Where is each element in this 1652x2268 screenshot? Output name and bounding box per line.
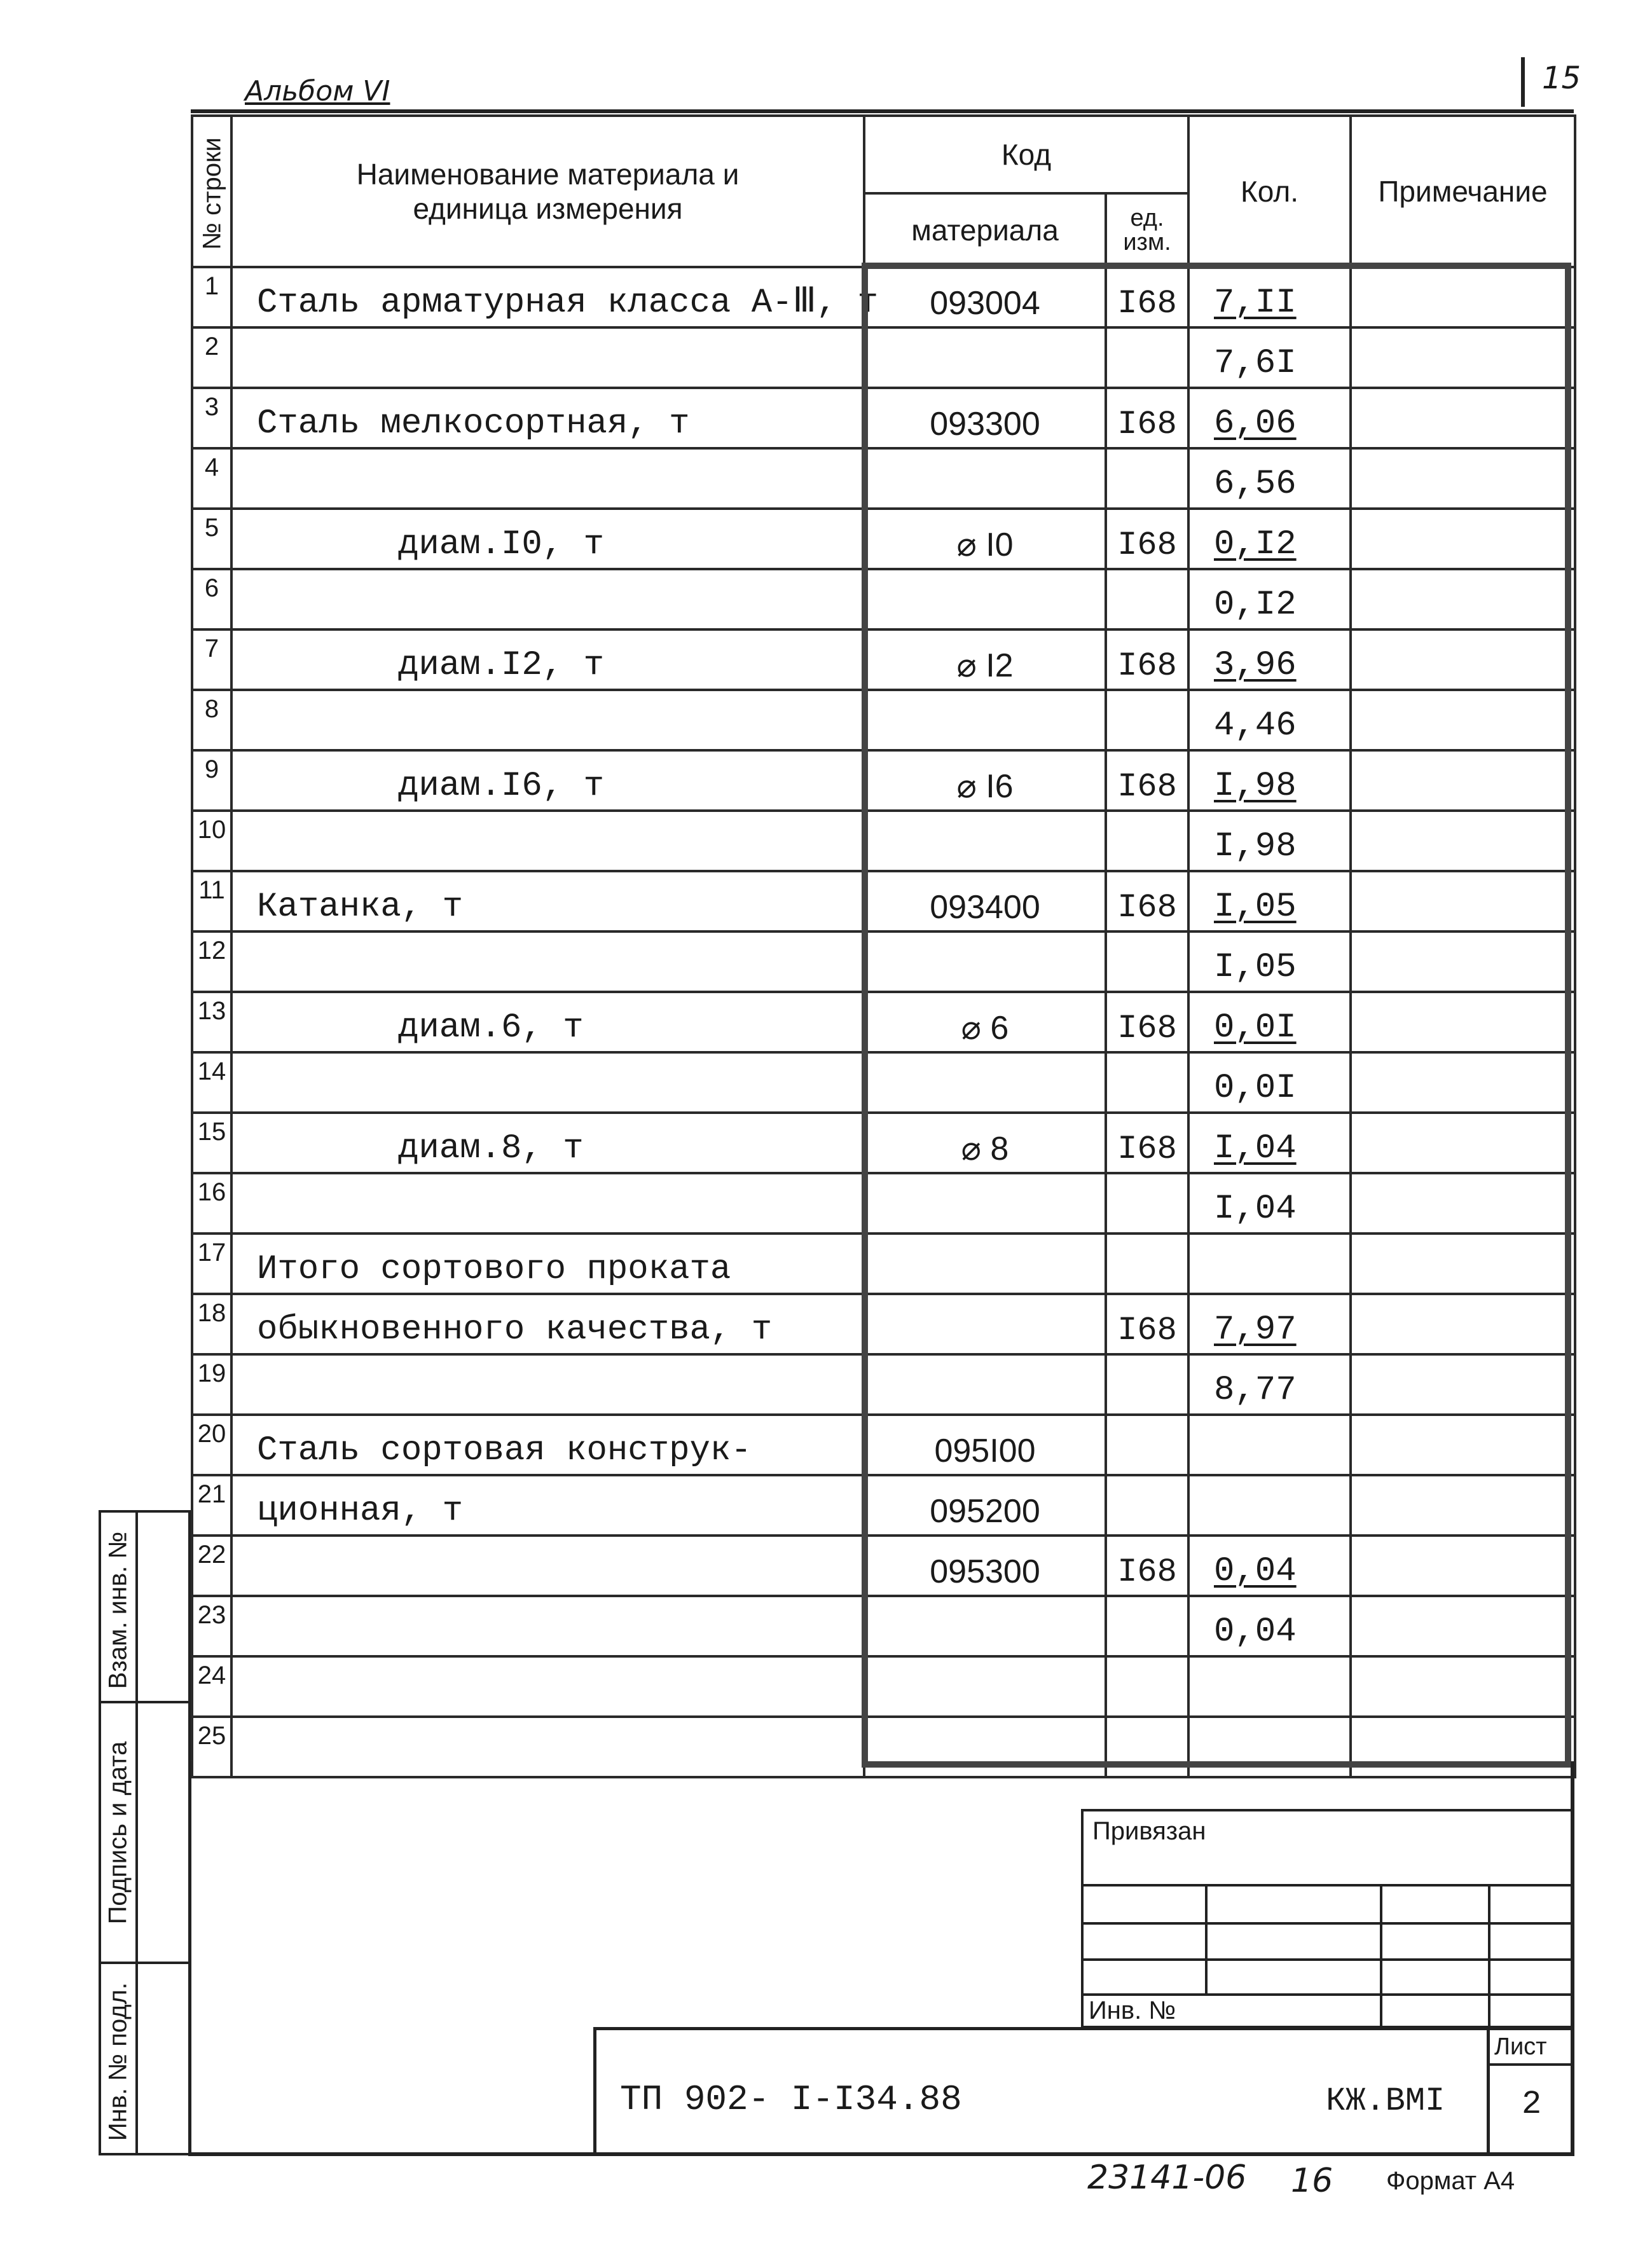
unit-code-text: I68	[1117, 889, 1177, 926]
row-number	[192, 750, 231, 811]
material-name	[231, 629, 864, 690]
quantity-text: I,05	[1214, 948, 1297, 987]
side-label-inv-podl: Инв. № подл.	[104, 1982, 132, 2141]
row-number	[192, 388, 231, 448]
material-name	[231, 811, 864, 871]
quantity-text: 0,0I	[1214, 1069, 1297, 1108]
quantity-text: I,98	[1214, 767, 1297, 806]
material-name	[231, 690, 864, 750]
row-number	[192, 509, 231, 569]
material-code-text: 093400	[930, 889, 1040, 926]
material-name	[231, 1536, 864, 1596]
row-number	[192, 1052, 231, 1113]
row-number	[192, 1113, 231, 1173]
quantity-text: 7,II	[1214, 284, 1297, 322]
header-rownum-label: № строки	[198, 137, 226, 250]
material-name	[231, 509, 864, 569]
material-name	[231, 992, 864, 1052]
quantity-text: 0,I2	[1214, 525, 1297, 564]
row-number	[192, 448, 231, 509]
material-name	[231, 1596, 864, 1656]
unit-code-text: I68	[1117, 526, 1177, 564]
material-name	[231, 871, 864, 931]
row-number-text: 21	[197, 1480, 226, 1508]
row-number-text: 7	[204, 635, 219, 663]
handwritten-number: 23141-06	[1087, 2159, 1247, 2197]
row-number	[192, 690, 231, 750]
header-rownum	[192, 116, 231, 267]
material-code-text: ⌀ I2	[956, 647, 1014, 684]
material-name-text: диам.I6, т	[398, 767, 605, 806]
row-number	[192, 569, 231, 629]
unit-code-text: I68	[1117, 1312, 1177, 1349]
quantity-text: 3,96	[1214, 646, 1297, 685]
material-code-text: 093004	[930, 285, 1040, 322]
row-number	[192, 267, 231, 327]
row-number-text: 10	[197, 816, 226, 844]
row-number	[192, 327, 231, 388]
stamp-list-divider	[1487, 2027, 1490, 2154]
quantity-text: 0,I2	[1214, 586, 1297, 624]
side-label-vzam: Взам. инв. №	[104, 1531, 132, 1689]
header-code-material: материала	[864, 193, 1106, 267]
row-number-text: 8	[204, 695, 219, 723]
row-number-text: 16	[197, 1178, 226, 1206]
material-name-text: диам.6, т	[398, 1008, 584, 1047]
material-code-text: ⌀ 6	[961, 1010, 1009, 1047]
row-number-text: 11	[198, 876, 225, 904]
row-number-text: 19	[197, 1359, 226, 1387]
material-name	[231, 1294, 864, 1354]
privyazan-line2	[1081, 1922, 1572, 1925]
doc-mark: КЖ.ВМI	[1326, 2082, 1445, 2120]
row-number	[192, 871, 231, 931]
privyazan-vline3	[1488, 1884, 1490, 2027]
page-number-bar	[1521, 57, 1525, 107]
row-number	[192, 1596, 231, 1656]
sheet-number: 2	[1522, 2086, 1542, 2123]
row-number-text: 14	[197, 1057, 226, 1085]
header-qty: Кол.	[1188, 116, 1351, 267]
material-name-text: Итого сортового проката	[257, 1250, 731, 1289]
row-number-text: 2	[204, 333, 219, 361]
row-number	[192, 1354, 231, 1415]
row-number-text: 6	[204, 574, 219, 602]
material-name	[231, 448, 864, 509]
unit-code-text: I68	[1117, 1131, 1177, 1168]
handwritten-page: 16	[1291, 2162, 1333, 2200]
privyazan-line1	[1081, 1884, 1572, 1887]
row-number	[192, 992, 231, 1052]
row-number	[192, 1536, 231, 1596]
material-code-text: 095I00	[934, 1433, 1036, 1469]
material-name	[231, 1113, 864, 1173]
header-code-unit: ед. изм.	[1106, 193, 1188, 267]
material-code-text: 095300	[930, 1553, 1040, 1590]
row-number-text: 24	[197, 1661, 226, 1689]
left-margin-div2	[99, 1962, 191, 1964]
privyazan-vline1	[1205, 1884, 1208, 1993]
material-code-text: ⌀ I6	[956, 768, 1014, 805]
row-number	[192, 931, 231, 992]
quantity-text: 0,04	[1214, 1552, 1297, 1591]
material-name	[231, 1234, 864, 1294]
inv-no-label: Инв. №	[1089, 1997, 1176, 2024]
material-name	[231, 750, 864, 811]
material-name	[231, 1475, 864, 1536]
quantity-text: I,98	[1214, 827, 1297, 866]
row-number-text: 5	[204, 514, 219, 542]
material-code-text: 093300	[930, 406, 1040, 443]
row-number	[192, 1294, 231, 1354]
row-number-text: 12	[197, 937, 226, 965]
top-frame-line	[191, 109, 1574, 113]
header-name	[231, 116, 864, 267]
row-number	[192, 1656, 231, 1717]
quantity-text: 6,56	[1214, 465, 1297, 504]
privyazan-line3	[1081, 1958, 1572, 1961]
material-name	[231, 1354, 864, 1415]
row-number	[192, 1415, 231, 1475]
quantity-text: 7,97	[1214, 1310, 1297, 1349]
doc-code: ТП 902- I-I34.88	[620, 2079, 962, 2120]
material-name	[231, 388, 864, 448]
row-number-text: 17	[197, 1239, 226, 1267]
quantity-text: 7,6I	[1214, 344, 1297, 383]
unit-code-text: I68	[1117, 1010, 1177, 1047]
material-name-text: диам.I0, т	[398, 525, 605, 564]
material-name	[231, 1052, 864, 1113]
quantity-text: I,05	[1214, 888, 1297, 926]
material-name-text: диам.8, т	[398, 1129, 584, 1168]
quantity-text: I,04	[1214, 1129, 1297, 1168]
material-name	[231, 1717, 864, 1777]
material-name	[231, 569, 864, 629]
privyazan-label: Привязан	[1092, 1817, 1206, 1845]
data-area-frame	[862, 263, 1571, 1768]
row-number-text: 1	[204, 272, 219, 300]
material-code-text: 095200	[930, 1493, 1040, 1530]
privyazan-line4	[1081, 1993, 1572, 1996]
material-name-text: обыкновенного качества, т	[257, 1310, 773, 1349]
row-number-text: 3	[204, 393, 219, 421]
material-name-text: Сталь мелкосортная, т	[257, 404, 690, 443]
material-name	[231, 931, 864, 992]
quantity-text: 8,77	[1214, 1371, 1297, 1410]
unit-code-text: I68	[1117, 406, 1177, 443]
album-label: Альбом VI	[245, 75, 390, 107]
row-number	[192, 1475, 231, 1536]
row-number-text: 18	[197, 1299, 226, 1327]
list-label: Лист	[1494, 2033, 1547, 2060]
material-name-text: Сталь сортовая конструк-	[257, 1431, 752, 1470]
unit-code-text: I68	[1117, 768, 1177, 806]
quantity-text: 4,46	[1214, 706, 1297, 745]
row-number	[192, 1717, 231, 1777]
page-number: 15	[1542, 60, 1581, 96]
bottom-frame-left	[188, 1761, 191, 2155]
row-number-text: 4	[204, 453, 219, 481]
material-code-text: ⌀ I0	[956, 526, 1014, 563]
material-name	[231, 267, 878, 327]
row-number-text: 22	[197, 1541, 226, 1569]
row-number	[192, 1234, 231, 1294]
material-name-text: ционная, т	[257, 1492, 464, 1530]
row-number	[192, 1173, 231, 1234]
row-number-text: 23	[197, 1601, 226, 1629]
unit-code-text: I68	[1117, 285, 1177, 322]
quantity-text: 0,0I	[1214, 1008, 1297, 1047]
material-name-text: Катанка, т	[257, 888, 464, 926]
stamp-list-hline	[1487, 2063, 1573, 2066]
row-number-text: 15	[197, 1118, 226, 1146]
format-label: Формат А4	[1386, 2167, 1515, 2195]
material-name	[231, 1173, 864, 1234]
row-number-text: 13	[197, 997, 226, 1025]
header-note: Примечание	[1351, 116, 1575, 267]
row-number-text: 20	[197, 1420, 226, 1448]
material-name-text: Сталь арматурная класса А-Ⅲ, т	[257, 284, 878, 322]
material-name	[231, 1656, 864, 1717]
material-name	[231, 1415, 864, 1475]
material-name	[231, 327, 864, 388]
header-code: Код	[864, 116, 1188, 193]
unit-code-text: I68	[1117, 1553, 1177, 1591]
quantity-text: 6,06	[1214, 404, 1297, 443]
unit-code-text: I68	[1117, 647, 1177, 685]
header-name-label: Наименование материала и единица измерения	[356, 158, 740, 225]
row-number-text: 25	[197, 1722, 226, 1750]
material-name-text: диам.I2, т	[398, 646, 605, 685]
side-label-podpis: Подпись и дата	[104, 1741, 132, 1925]
quantity-text: 0,04	[1214, 1612, 1297, 1651]
material-code-text: ⌀ 8	[961, 1131, 1009, 1167]
privyazan-vline2	[1380, 1884, 1382, 2027]
row-number-text: 9	[204, 755, 219, 783]
row-number	[192, 811, 231, 871]
quantity-text: I,04	[1214, 1190, 1297, 1228]
row-number	[192, 629, 231, 690]
